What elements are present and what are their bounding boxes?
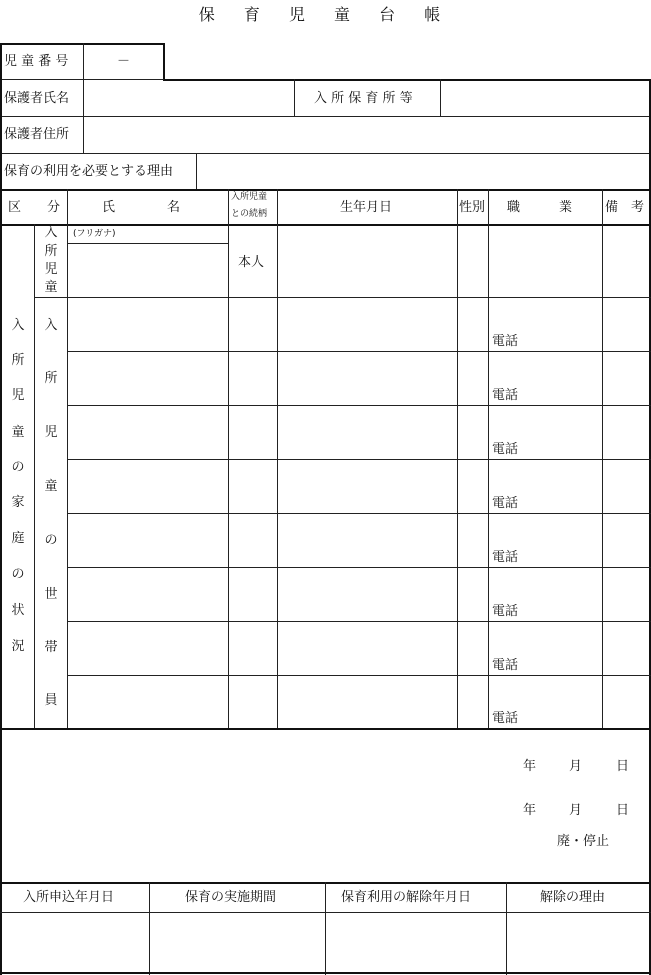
child-row-char: 所 xyxy=(44,244,58,259)
rule xyxy=(67,459,651,460)
outer-group-char: 所 xyxy=(11,353,25,368)
rule xyxy=(67,675,651,676)
col-notes: 備 考 xyxy=(605,200,645,215)
guardian-address-label: 保護者住所 xyxy=(4,127,70,142)
phone-label: 電話 xyxy=(492,496,519,511)
phone-label: 電話 xyxy=(492,442,519,457)
child-row-char: 児 xyxy=(44,262,58,277)
self-label: 本人 xyxy=(238,255,265,270)
inner-group-char: 所 xyxy=(44,371,58,386)
child-row-char: 入 xyxy=(44,225,58,240)
col-occupation: 職 業 xyxy=(507,200,573,215)
rule xyxy=(0,153,651,154)
guardian-name-label: 保護者氏名 xyxy=(4,91,70,106)
outer-group-char: 況 xyxy=(11,639,25,654)
phone-label: 電話 xyxy=(492,334,519,349)
status-label: 廃・停止 xyxy=(557,834,610,849)
rule xyxy=(67,621,651,622)
rule xyxy=(0,972,651,974)
inner-group-char: 世 xyxy=(44,587,58,602)
footer-admission-date: 入所申込年月日 xyxy=(23,890,115,905)
facility-label: 入 所 保 育 所 等 xyxy=(314,91,413,106)
outer-group-char: 児 xyxy=(11,388,25,403)
col-relation-line2: との続柄 xyxy=(231,209,268,219)
outer-group-char: 入 xyxy=(11,318,25,333)
rule xyxy=(325,882,326,975)
col-birthdate: 生年月日 xyxy=(340,200,393,215)
furigana-label: (フリガナ) xyxy=(73,229,116,239)
inner-group-char: 童 xyxy=(44,479,58,494)
inner-group-char: 入 xyxy=(44,318,58,333)
rule xyxy=(440,79,441,116)
child-number-value: － xyxy=(117,54,131,69)
col-name: 氏 名 xyxy=(102,200,181,215)
rule xyxy=(0,224,651,226)
phone-label: 電話 xyxy=(492,658,519,673)
col-relation-line1: 入所児童 xyxy=(231,192,268,202)
outer-group-char: 家 xyxy=(11,495,25,510)
rule xyxy=(0,43,2,975)
rule xyxy=(67,567,651,568)
date1-day: 日 xyxy=(616,759,630,774)
rule xyxy=(0,728,651,730)
rule xyxy=(34,297,651,298)
rule xyxy=(0,189,651,191)
inner-group-char: 員 xyxy=(44,693,58,708)
rule xyxy=(149,882,150,975)
outer-group-char: 状 xyxy=(11,603,25,618)
footer-cancel-date: 保育利用の解除年月日 xyxy=(341,890,472,905)
inner-group-char: 帯 xyxy=(44,640,58,655)
date1-month: 月 xyxy=(569,759,583,774)
rule xyxy=(83,116,84,153)
rule xyxy=(294,79,295,116)
outer-group-char: の xyxy=(11,460,25,475)
date2-month: 月 xyxy=(569,803,583,818)
rule xyxy=(506,882,507,975)
footer-period: 保育の実施期間 xyxy=(185,890,277,905)
phone-label: 電話 xyxy=(492,388,519,403)
document-title: 保 育 児 童 台 帳 xyxy=(198,5,453,24)
phone-label: 電話 xyxy=(492,550,519,565)
reason-label: 保育の利用を必要とする理由 xyxy=(4,164,174,179)
rule xyxy=(163,43,165,80)
outer-group-char: 庭 xyxy=(11,531,25,546)
rule xyxy=(67,351,651,352)
date2-year: 年 xyxy=(523,803,537,818)
rule xyxy=(0,43,164,45)
rule xyxy=(67,243,228,244)
phone-label: 電話 xyxy=(492,711,519,726)
rule xyxy=(34,224,35,728)
inner-group-char: 児 xyxy=(44,425,58,440)
date2-day: 日 xyxy=(616,803,630,818)
rule xyxy=(163,79,651,81)
col-category: 区 分 xyxy=(8,200,61,215)
date1-year: 年 xyxy=(523,759,537,774)
outer-group-char: の xyxy=(11,567,25,582)
phone-label: 電話 xyxy=(492,604,519,619)
col-gender: 性別 xyxy=(459,200,486,215)
rule xyxy=(83,43,84,116)
outer-group-char: 童 xyxy=(11,425,25,440)
rule xyxy=(67,513,651,514)
rule xyxy=(0,79,164,80)
footer-cancel-reason: 解除の理由 xyxy=(540,890,606,905)
inner-group-char: の xyxy=(44,533,58,548)
child-number-label: 児 童 番 号 xyxy=(4,54,69,69)
rule xyxy=(0,116,651,117)
rule xyxy=(196,153,197,189)
child-row-char: 童 xyxy=(44,280,58,295)
rule xyxy=(67,405,651,406)
